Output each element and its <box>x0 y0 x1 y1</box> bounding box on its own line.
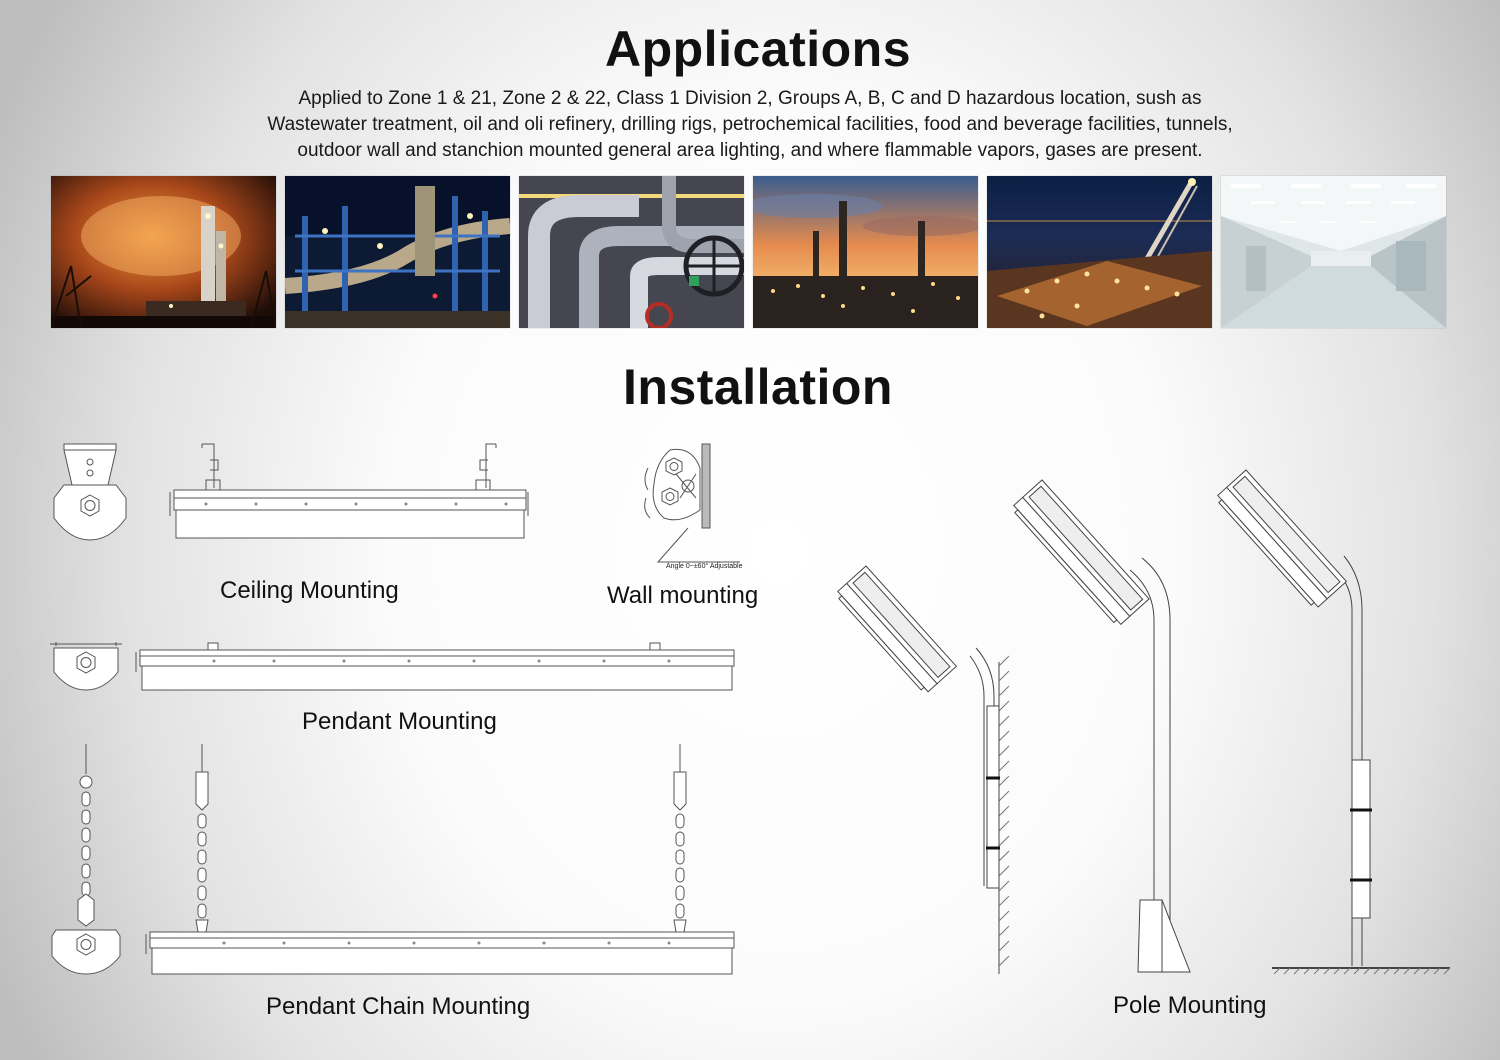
pole-mount-wall-drawing <box>858 556 1018 976</box>
offshore-drilling-rig-photo <box>987 176 1212 328</box>
pole-mounting-label: Pole Mounting <box>1113 992 1267 1019</box>
pendant-chain-mounting-label: Pendant Chain Mounting <box>266 993 531 1020</box>
refinery-at-night-photo <box>51 176 276 328</box>
chain-mount-end-view-drawing <box>50 744 130 976</box>
pendant-mount-end-view-drawing <box>48 640 124 692</box>
installation-title: Installation <box>623 359 893 415</box>
description-line-3: outdoor wall and stanchion mounted general area lighting, and where flammable vapors, gases are present. <box>297 140 1203 161</box>
wall-mount-drawing <box>640 440 750 572</box>
pendant-mounting-label: Pendant Mounting <box>302 708 497 735</box>
description-line-2: Wastewater treatment, oil and oli refinery, drilling rigs, petrochemical facilities, food and beverage facilities, tunnels, <box>267 114 1233 135</box>
refinery-at-dusk-photo <box>753 176 978 328</box>
applications-title: Applications <box>604 21 912 77</box>
wall-angle-note: Angle 0~±60° Adjustable <box>666 563 743 570</box>
industrial-pipework-photo <box>285 176 510 328</box>
applications-description <box>0 86 1500 164</box>
ceiling-mount-side-view-drawing <box>166 440 532 544</box>
description-line-1: Applied to Zone 1 & 21, Zone 2 & 22, Class 1 Division 2, Groups A, B, C and D hazardous location, sush as <box>298 88 1202 109</box>
pole-mount-bracket-drawing <box>1228 460 1454 976</box>
application-photo-strip <box>51 176 1447 328</box>
chain-mount-side-view-drawing <box>144 744 738 976</box>
ceiling-mounting-label: Ceiling Mounting <box>220 577 399 604</box>
pole-mount-freestanding-drawing <box>1030 470 1200 976</box>
clean-room-corridor-photo <box>1221 176 1446 328</box>
pendant-mount-side-view-drawing <box>134 640 738 692</box>
wall-mounting-label: Wall mounting <box>607 582 759 609</box>
ceiling-mount-end-view-drawing <box>50 440 132 542</box>
pipes-and-valves-photo <box>519 176 744 328</box>
